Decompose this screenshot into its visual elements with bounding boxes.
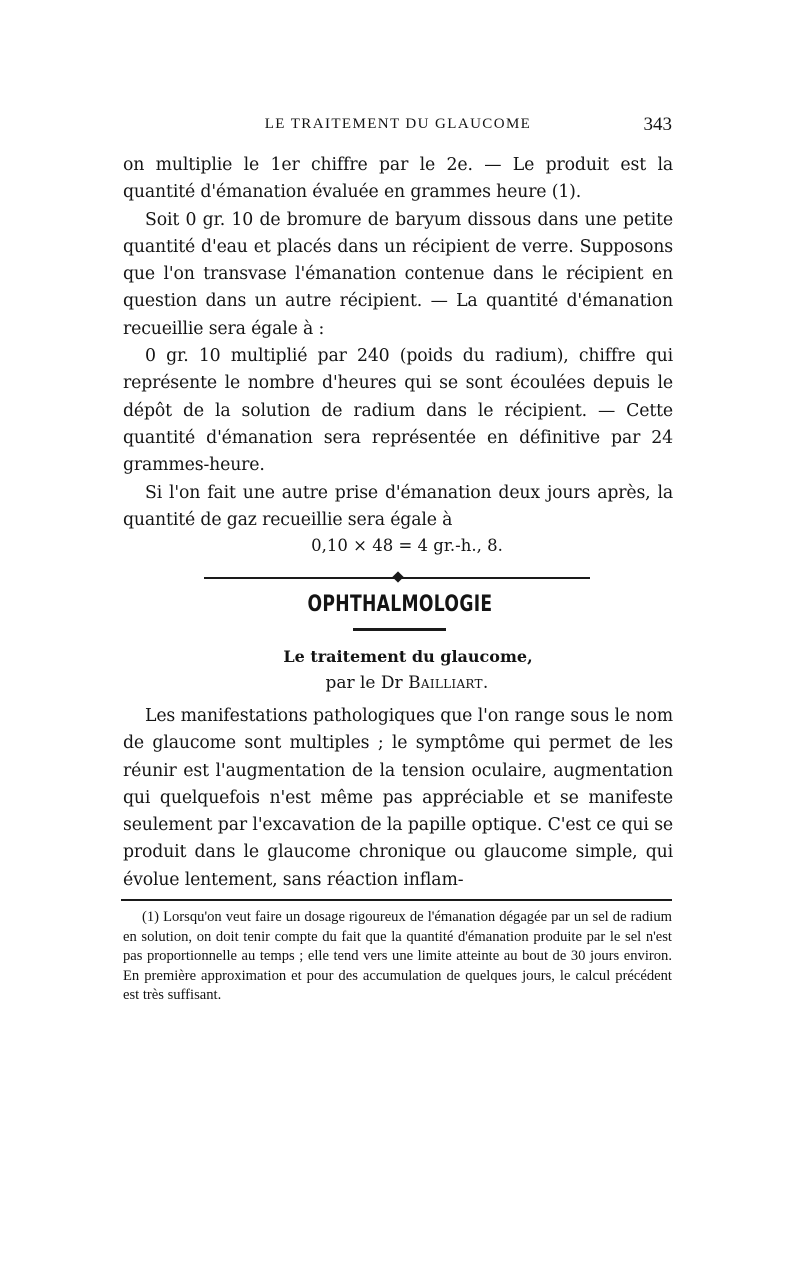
- section-divider: [204, 577, 590, 579]
- paragraph: on multiplie le 1er chiffre par le 2e. — Le produit est la quantité d'émanation évaluée en grammes heure (1).: [123, 155, 673, 203]
- footnote-divider: [121, 899, 672, 901]
- formula: 0,10 × 48 = 4 gr.-h., 8.: [311, 536, 503, 555]
- diamond-ornament-icon: [392, 571, 403, 582]
- section-title: OPHTHALMOLOGIE: [307, 592, 493, 617]
- paragraph: Soit 0 gr. 10 de bromure de baryum dissous dans une petite quantité d'eau et placés dans un récipient de verre. Supposons que l'on transvase l'émanation contenue dans le récipient en question dans un autre récipient. — La quantité d'émanation recueillie sera égale à :: [123, 209, 673, 339]
- article-title: Le traitement du glaucome,: [283, 647, 533, 666]
- running-title: LE TRAITEMENT DU GLAUCOME: [264, 116, 532, 132]
- text-block-before-section: [123, 152, 673, 534]
- section-title-underline: [353, 628, 446, 631]
- page-number: 343: [643, 114, 672, 135]
- text-block-article: [123, 703, 673, 894]
- paragraph: Les manifestations pathologiques que l'on range sous le nom de glaucome sont multiples ; le symptôme qui permet de les réunir est l'augmentation de la tension oculaire, augmentation qui quelquefois n'est même pas appréciable et se manifeste seulement par l'excavation de la papille optique. C'est ce qui se produit dans le glaucome chronique ou glaucome simple, qui évolue lentement, sans réaction inflam-: [123, 706, 673, 890]
- article-author: [0, 673, 800, 693]
- author-prefix: par le Dr: [325, 673, 403, 693]
- paragraph: 0 gr. 10 multiplié par 240 (poids du radium), chiffre qui représente le nombre d'heures qui se sont écoulées depuis le dépôt de la solution de radium dans le récipient. — Cette quantité d'émanation sera représentée en définitive par 24 grammes-heure.: [123, 346, 673, 476]
- footnote: [123, 908, 672, 1006]
- footnote-text: (1) Lorsqu'on veut faire un dosage rigoureux de l'émanation dégagée par un sel de radium en solution, on doit tenir compte du fait que la quantité d'émanation produite par le sel n'est pas proportionnelle au temps ; elle tend vers une limite atteinte au bout de 30 jours environ. En première approximation et pour des accumulation de quelques jours, le calcul précédent est très suffisant.: [123, 909, 672, 1004]
- running-head: [122, 114, 674, 142]
- author-name: Bailliart.: [408, 673, 489, 693]
- paragraph: Si l'on fait une autre prise d'émanation deux jours après, la quantité de gaz recueillie sera égale à: [123, 482, 673, 530]
